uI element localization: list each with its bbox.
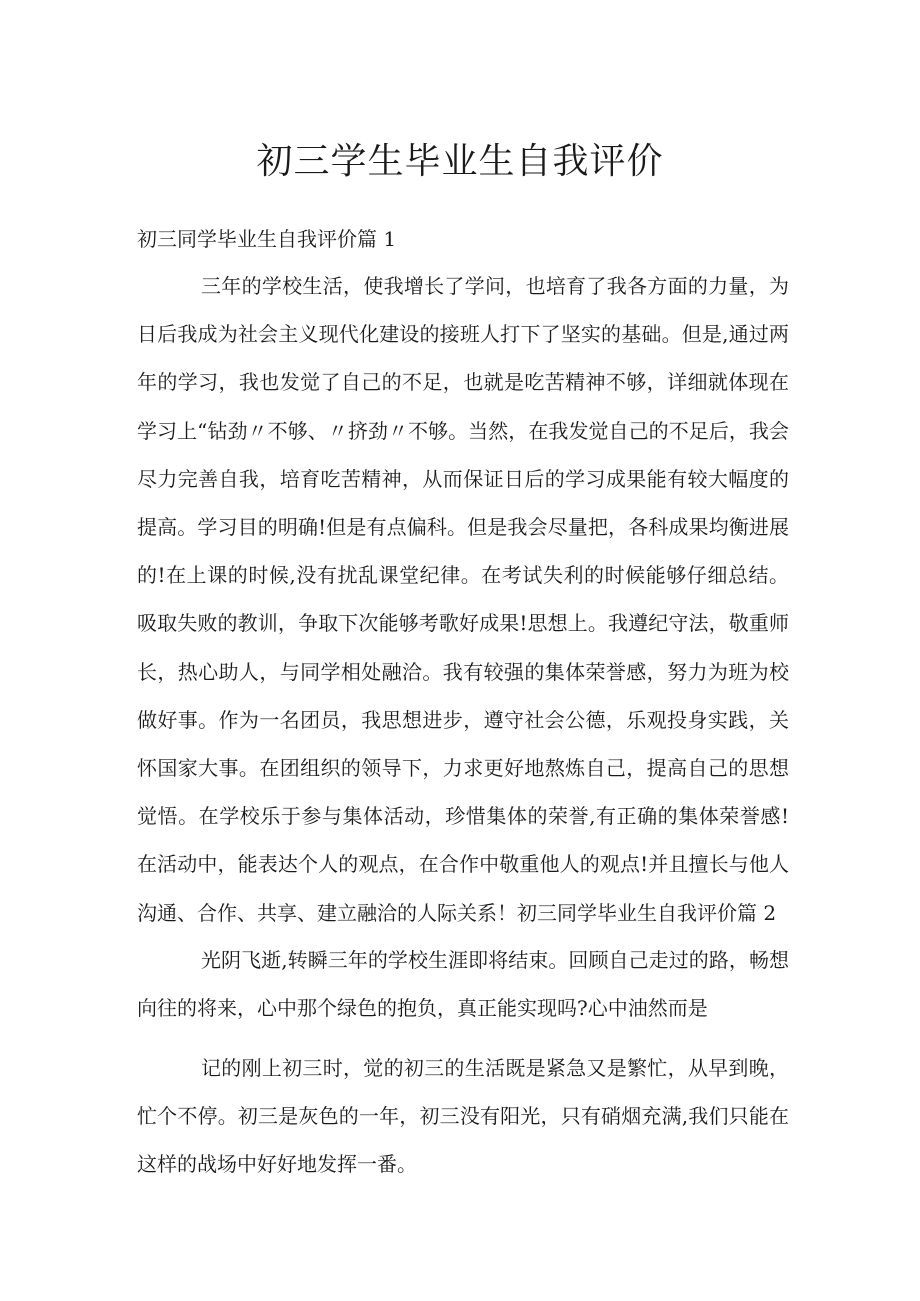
body-paragraph: 记的刚上初三时，觉的初三的生活既是紧急又是繁忙，从早到晚，忙个不停。初三是灰色的一年，初三没有阳光，只有硝烟充满,我们只能在这样的战场中好好地发挥一番。 (137, 1056, 789, 1177)
document-title: 初三学生毕业生自我评价 (256, 141, 664, 182)
body-paragraph: 光阴飞逝,转瞬三年的学校生涯即将结束。回顾自己走过的路，畅想向往的将来，心中那个绿色的抱负，真正能实现吗?心中油然而是 (137, 948, 789, 1021)
section-heading: 初三同学毕业生自我评价篇 1 (137, 227, 397, 251)
body-paragraph: 三年的学校生活，使我增长了学问，也培育了我各方面的力量，为日后我成为社会主义现代化建设的接班人打下了坚实的基础。但是,通过两年的学习，我也发觉了自己的不足，也就是吃苦精神不够，详细就体现在学习上“钻劲〃不够、〃挤劲〃不够。当然，在我发觉自己的不足后，我会尽力完善自我，培育吃苦精神，从而保证日后的学习成果能有较大幅度的提高。学习目的明确!但是有点偏科。但是我会尽量把，各科成果均衡进展的!在上课的时候,没有扰乱课堂纪律。在考试失利的时候能够仔细总结。吸取失败的教训，争取下次能够考歌好成果!思想上。我遵纪守法，敬重师长，热心助人，与同学相处融洽。我有较强的集体荣誉感，努力为班为校做好事。作为一名团员，我思想进步，遵守社会公德，乐观投身实践，关怀国家大事。在团组织的领导下，力求更好地熬炼自己，提高自己的思想觉悟。在学校乐于参与集体活动，珍惜集体的荣誉,有正确的集体荣誉感!在活动中，能表达个人的观点，在合作中敬重他人的观点!并且擅长与他人沟通、合作、共享、建立融洽的人际关系！初三同学毕业生自我评价篇 2 (137, 274, 789, 925)
